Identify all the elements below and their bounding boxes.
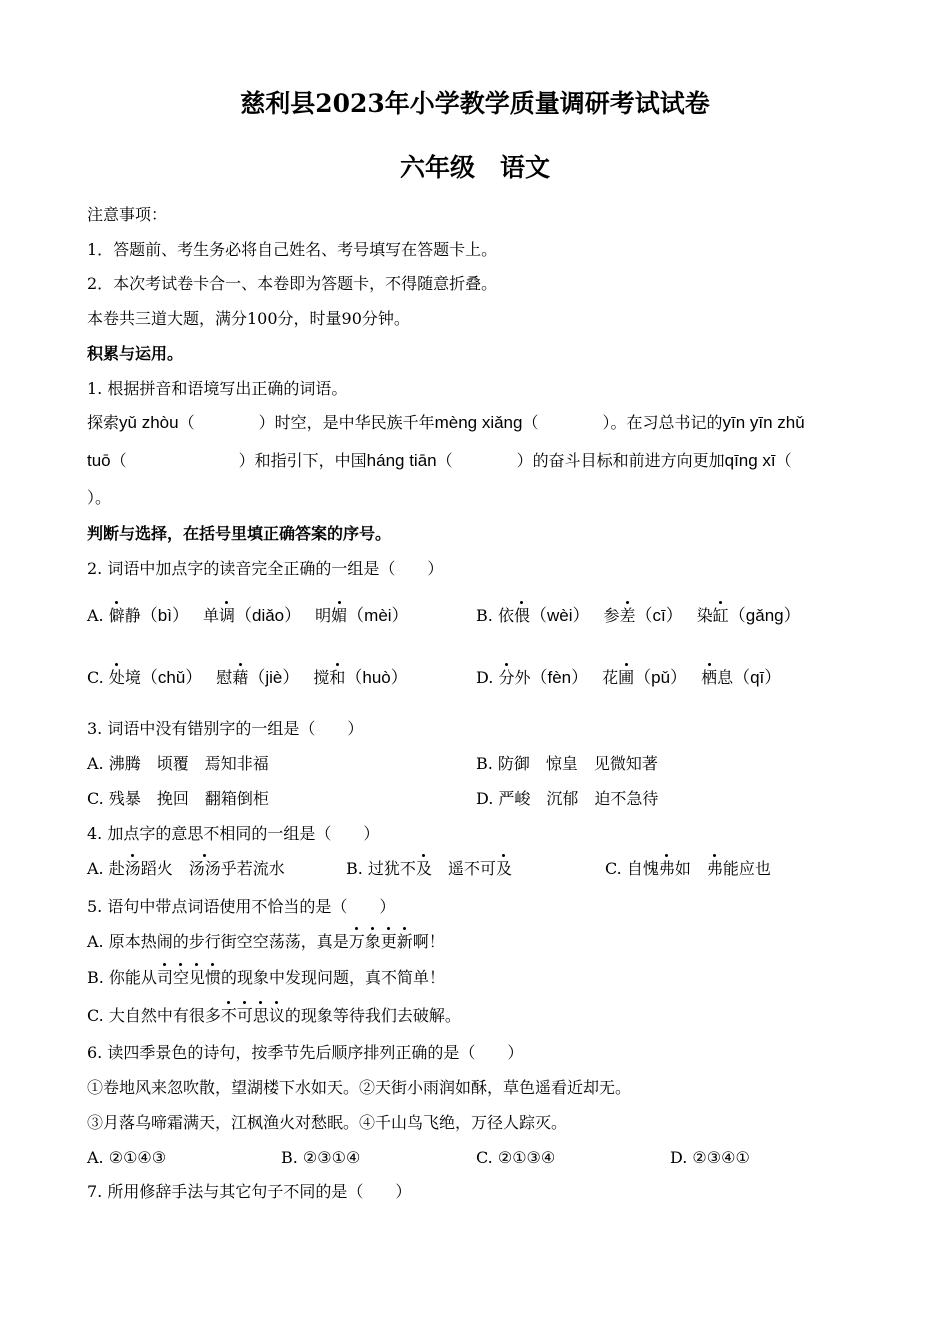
q1-blank: （ ）。在习总书记的 [522,413,723,432]
question-4-stem: 4. 加点字的意思不相同的一组是（ ） [87,824,380,843]
emphasis-char: 空 [172,968,189,987]
question-2-option-c[interactable]: C. 处境（chǔ） 慰藉（jiè） 搅和（huò） [87,668,408,687]
question-3-option-b[interactable]: B. 防御 惊皇 见微知著 [476,754,658,773]
pinyin: yǔ zhòu [119,413,179,432]
pinyin: qīng xī [724,451,776,470]
emphasis-char: 更 [380,932,397,951]
emphasis-char: 可 [236,1006,253,1025]
notice-item-2: 2．本次考试卷卡合一、本卷即为答题卡，不得随意折叠。 [87,274,498,293]
question-6-option-b[interactable]: B. ②③①④ [281,1148,361,1167]
question-1-line-3: ）。 [87,488,112,507]
question-6-option-d[interactable]: D. ②③④① [670,1148,750,1167]
question-3-option-d[interactable]: D. 严峻 沉郁 迫不急待 [476,789,659,808]
question-6-option-a[interactable]: A. ②①④③ [87,1148,167,1167]
emphasis-char: 见 [188,968,205,987]
exam-title: 慈利县2023年小学教学质量调研考试试卷 [240,89,710,118]
question-4-option-b[interactable]: B. 过犹不及 遥不可及 [346,859,512,878]
question-2-option-d[interactable]: D. 分外（fèn） 花圃（pǔ） 栖息（qī） [476,668,782,687]
question-1-line-2 [87,451,792,471]
emphasis-char: 议 [268,1006,285,1025]
question-5-option-a[interactable]: A. 原本热闹的步行街空空荡荡，真是万象更新啊！ [87,932,445,951]
emphasis-char: 思 [252,1006,269,1025]
question-1-line-1 [87,413,805,433]
q1-text: 探索 [87,413,120,432]
question-5-option-c[interactable]: C. 大自然中有很多不可思议的现象等待我们去破解。 [87,1006,461,1025]
section-heading-judgement: 判断与选择，在括号里填正确答案的序号。 [87,524,392,543]
emphasis-char: 惯 [204,968,221,987]
question-2-option-b[interactable]: B. 依偎（wèi） 参差（cī） 染缸（gǎng） [476,606,801,625]
question-6-stem: 6. 读四季景色的诗句，按季节先后顺序排列正确的是（ ） [87,1043,524,1062]
section-heading-accumulation: 积累与运用。 [87,344,184,363]
question-7-stem: 7. 所用修辞手法与其它句子不同的是（ ） [87,1182,412,1201]
q1-blank: （ ）的奋斗目标和前进方向更加 [436,451,725,470]
emphasis-char: 万 [348,932,365,951]
pinyin: tuō [87,451,111,470]
emphasis-char: 不 [220,1006,237,1025]
pinyin: mèng xiǎng [434,413,523,432]
question-1-stem: 1. 根据拼音和语境写出正确的词语。 [87,379,348,398]
question-4-option-a[interactable]: A. 赴汤蹈火 汤汤乎若流水 [87,859,285,878]
question-5-stem: 5. 语句中带点词语使用不恰当的是（ ） [87,897,396,916]
question-6-poems-line-1: ①卷地风来忽吹散，望湖楼下水如天。②天街小雨润如酥，草色遥看近却无。 [87,1078,632,1097]
notice-item-1: 1．答题前、考生务必将自己姓名、考号填写在答题卡上。 [87,240,498,259]
question-2-stem: 2. 词语中加点字的读音完全正确的一组是（ ） [87,559,444,578]
exam-subtitle: 六年级 语文 [399,153,550,182]
pinyin: háng tiān [366,451,437,470]
q1-blank: （ ）时空，是中华民族千年 [178,413,435,432]
notice-summary: 本卷共三道大题，满分100分，时量90分钟。 [87,309,410,328]
question-6-poems-line-2: ③月落乌啼霜满天，江枫渔火对愁眠。④千山鸟飞绝，万径人踪灭。 [87,1113,568,1132]
question-3-stem: 3. 词语中没有错别字的一组是（ ） [87,719,364,738]
q1-blank: （ ）和指引下，中国 [110,451,367,470]
q1-blank: （ [775,451,792,470]
emphasis-char: 新 [396,932,413,951]
question-6-option-c[interactable]: C. ②①③④ [476,1148,556,1167]
question-2-option-a[interactable]: A. 僻静（bì） 单调（diǎo） 明媚（mèi） [87,606,409,625]
notice-heading: 注意事项： [87,205,168,224]
emphasis-char: 象 [364,932,381,951]
question-4-option-c[interactable]: C. 自愧弗如 弗能应也 [605,859,771,878]
pinyin: yīn yīn zhǔ [722,413,805,432]
question-3-option-a[interactable]: A. 沸腾 顷覆 焉知非福 [87,754,269,773]
question-3-option-c[interactable]: C. 残暴 挽回 翻箱倒柜 [87,789,269,808]
emphasis-char: 司 [156,968,173,987]
question-5-option-b[interactable]: B. 你能从司空见惯的现象中发现问题，真不简单！ [87,968,446,987]
